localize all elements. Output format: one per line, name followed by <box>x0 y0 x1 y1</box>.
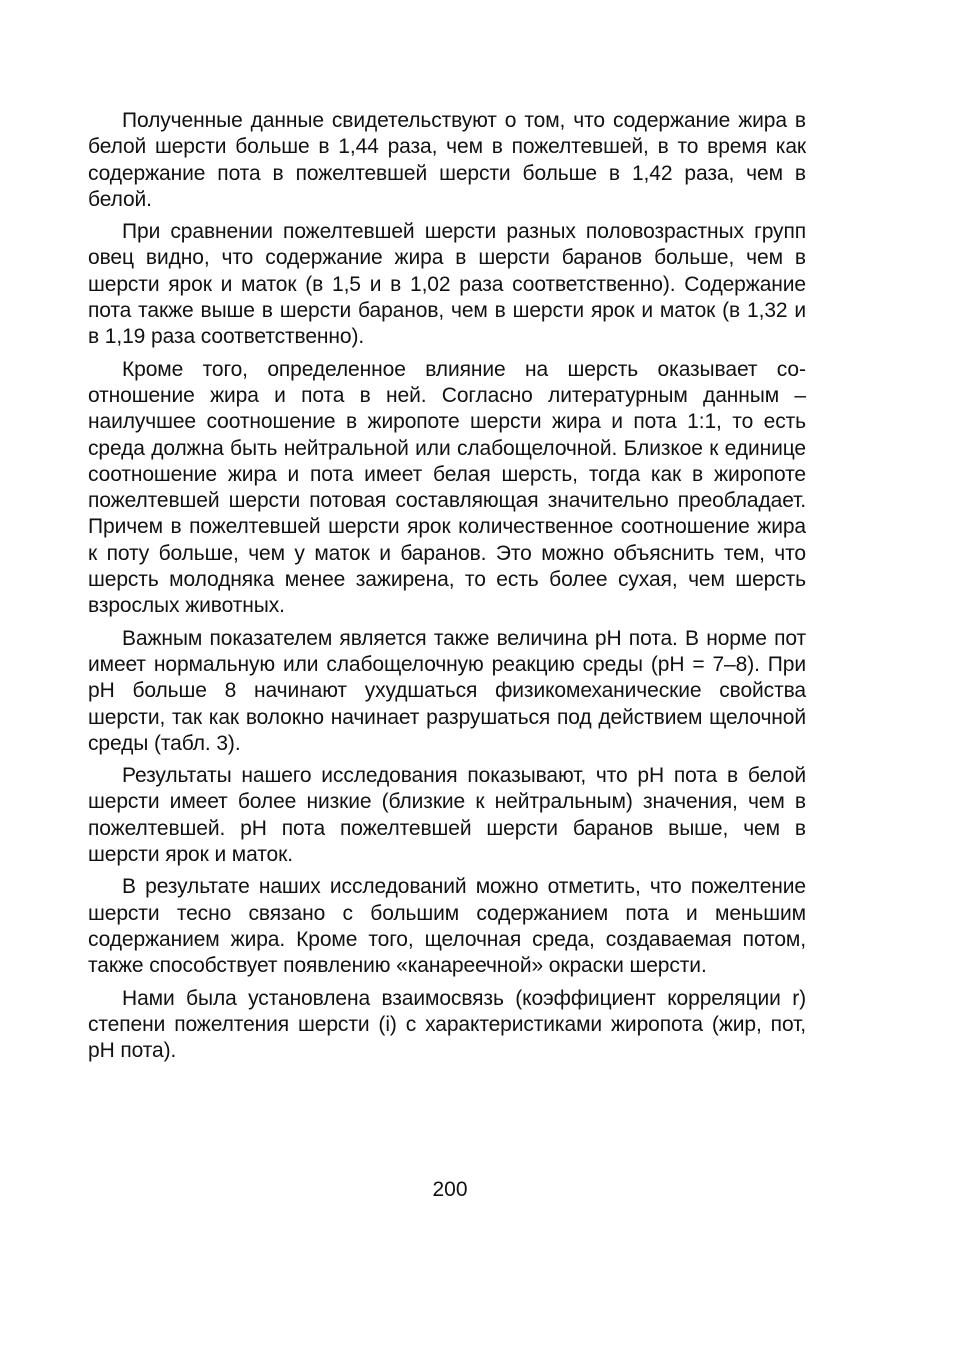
paragraph-yellowing-conclusion: В результате наших исследований можно отметить, что пожелтение шерсти тесно связано с большим содержанием пота и меньшим содержанием жира. Кроме того, щелочная среда, создаваемая потом, также способствует появлению «канареечной» окраски шерсти. <box>88 875 806 978</box>
body-text <box>88 108 806 1070</box>
paragraph-fat-sweat-ratio: Кроме того, определенное влияние на шерсть оказывает соотношение жира и пота в ней. Согласно литературным данным – наилучшее соотношение в жиропоте шерсти жира и пота 1:1, то есть среда должна быть нейтральной или слабощелочной. Близкое к единице соотношение жира и пота имеет белая шерсть, тогда как в жиропоте пожелтевшей шерсти потовая составляющая значительно преобладает. Причем в пожелтевшей шерсти ярок количественное соотношение жира к поту больше, чем у маток и баранов. Это можно объяснить тем, что шерсть молодняка менее зажирена, то есть более сухая, чем шерсть взрослых животных. <box>88 357 806 618</box>
paragraph-fat-sweat-content: Полученные данные свидетельствуют о том, что содержание жира в белой шерсти больше в 1,44 раза, чем в пожелтевшей, в то время как содержание пота в пожелтевшей шерсти больше в 1,42 раза, чем в белой. <box>88 109 806 211</box>
paragraph-ph-importance: Важным показателем является также величина pH пота. В норме пот имеет нормальную или слабощелочную реакцию среды (pH = 7–8). При pH больше 8 начинают ухудшаться физикомеханические свойства шерсти, так как волокно начинает разрушаться под действием щелочной среды (табл. 3). <box>88 626 806 755</box>
paragraph-ph-results: Результаты нашего исследования показывают, что pH пота в белой шерсти имеет более низкие (близкие к нейтральным) значения, чем в пожелтевшей. pH пота пожелтевшей шерсти баранов выше, чем в шерсти ярок и маток. <box>88 764 806 867</box>
paragraph-correlation: Нами была установлена взаимосвязь (коэффициент корреляции r) степени пожелтения шерсти (i) с характеристиками жиропота (жир, пот, pH пота). <box>88 986 806 1063</box>
page-number: 200 <box>432 1178 468 1201</box>
paragraph-age-group-comparison: При сравнении пожелтевшей шерсти разных половозрастных групп овец видно, что содержание жира в шерсти баранов больше, чем в шерсти ярок и маток (в 1,5 и в 1,02 раза соответственно). Содержание пота также выше в шерсти баранов, чем в шерсти ярок и маток (в 1,32 и в 1,19 раза соответственно). <box>88 220 806 349</box>
